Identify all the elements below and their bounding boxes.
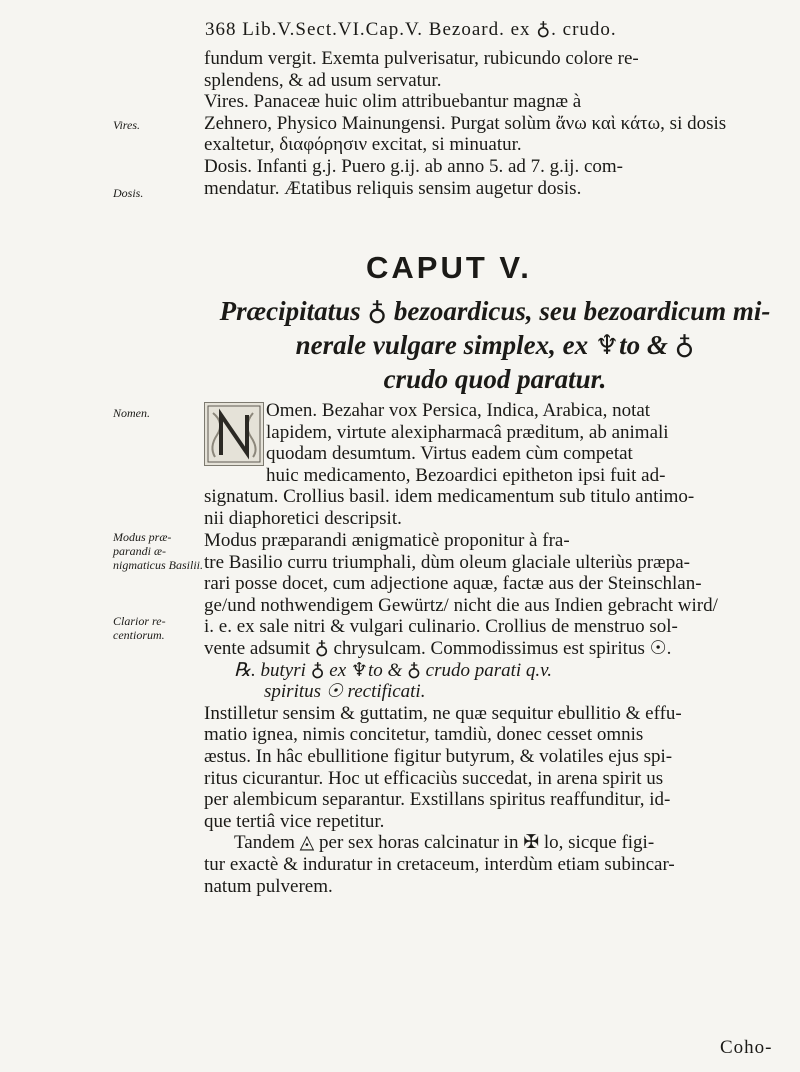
text-line: quodam desumtum. Virtus eadem cùm competat <box>266 443 633 465</box>
text-line: Modus præparandi ænigmaticè proponitur à fra- <box>204 530 570 551</box>
text-line: vente adsumit ♁ chrysulcam. Commodissimus est spiritus ☉. <box>204 637 672 659</box>
margin-note-modus: Modus præ- parandi æ- nigmaticus Basilii. <box>113 530 203 572</box>
margin-note-nomen: Nomen. <box>113 406 150 420</box>
text-line: Vires. Panaceæ huic olim attribuebantur magnæ à <box>204 91 582 113</box>
chapter-heading: CAPUT V. <box>366 250 532 285</box>
text-line: mendatur. Ætatibus reliquis sensim augetur dosis. <box>204 177 582 199</box>
nomen-paragraph <box>204 400 786 530</box>
chapter-title <box>200 294 790 396</box>
margin-note-clarior: Clarior re- centiorum. <box>113 614 166 642</box>
text-line: ritus cicurantur. Hoc ut efficaciùs succedat, in arena spirit us <box>204 767 664 789</box>
title-line: Præcipitatus ♁ bezoardicus, seu bezoardicum mi- <box>219 296 771 326</box>
text-line: rari posse docet, cum adjectione aquæ, factæ aus der Steinschlan- <box>204 573 702 595</box>
text-line: huic medicamento, Bezoardici epitheton ipsi fuit ad- <box>266 464 666 486</box>
text-line: exaltetur, διαφόρησιν excitat, si minuatur. <box>204 134 522 156</box>
text-line: natum pulverem. <box>204 875 333 897</box>
recipe-line: ℞. butyri ♁ ex ♆to & ♁ crudo parati q.v. <box>234 659 552 681</box>
text-line: Omen. Bezahar vox Persica, Indica, Arabica, notat <box>266 400 651 421</box>
modus-paragraph <box>204 530 786 897</box>
text-line: matio ignea, nimis concitetur, tamdiù, donec cesset omnis <box>204 724 644 746</box>
running-header: 368 Lib.V.Sect.VI.Cap.V. Bezoard. ex ♁. crudo. <box>205 19 617 40</box>
title-line: nerale vulgare simplex, ex ♆to & ♁ <box>295 330 695 360</box>
text-line: ge/und nothwendigem Gewürtz/ nicht die aus Indien gebracht wird/ <box>204 594 718 616</box>
text-line: signatum. Crollius basil. idem medicamentum sub titulo antimo- <box>204 486 695 508</box>
title-line: crudo quod paratur. <box>383 364 607 394</box>
text-line: lapidem, virtute alexipharmacâ præditum, ab animali <box>266 421 669 443</box>
text-line: splendens, & ad usum servatur. <box>204 69 442 91</box>
margin-note-dosis: Dosis. <box>113 186 144 200</box>
text-line: Zehnero, Physico Mainungensi. Purgat solùm ἄνω καὶ κάτω, si dosis <box>204 112 727 134</box>
catchword: Coho- <box>720 1037 773 1058</box>
text-line: æstus. In hâc ebullitione figitur butyrum, & volatiles ejus spi- <box>204 745 673 767</box>
recipe-line: spiritus ☉ rectificati. <box>264 681 426 703</box>
text-line: nii diaphoretici descripsit. <box>204 507 402 529</box>
margin-note-vires: Vires. <box>113 118 140 132</box>
text-line: Tandem ◬ per sex horas calcinatur in ✠ lo, sicque figi- <box>234 832 655 854</box>
intro-paragraph <box>204 48 786 199</box>
text-line: tre Basilio curru triumphali, dùm oleum glaciale ulteriùs præpa- <box>204 551 690 573</box>
text-line: que tertiâ vice repetitur. <box>204 810 385 832</box>
text-line: Instilletur sensim & guttatim, ne quæ sequitur ebullitio & effu- <box>204 702 682 724</box>
text-line: tur exactè & induratur in cretaceum, interdùm etiam subincar- <box>204 853 675 875</box>
text-line: per alembicum separantur. Exstillans spiritus reaffunditur, id- <box>204 789 671 811</box>
text-line: Dosis. Infanti g.j. Puero g.ij. ab anno 5. ad 7. g.ij. com- <box>204 155 623 177</box>
text-line: fundum vergit. Exemta pulverisatur, rubicundo colore re- <box>204 48 639 69</box>
text-line: i. e. ex sale nitri & vulgari culinario. Crollius de menstruo sol- <box>204 616 678 638</box>
